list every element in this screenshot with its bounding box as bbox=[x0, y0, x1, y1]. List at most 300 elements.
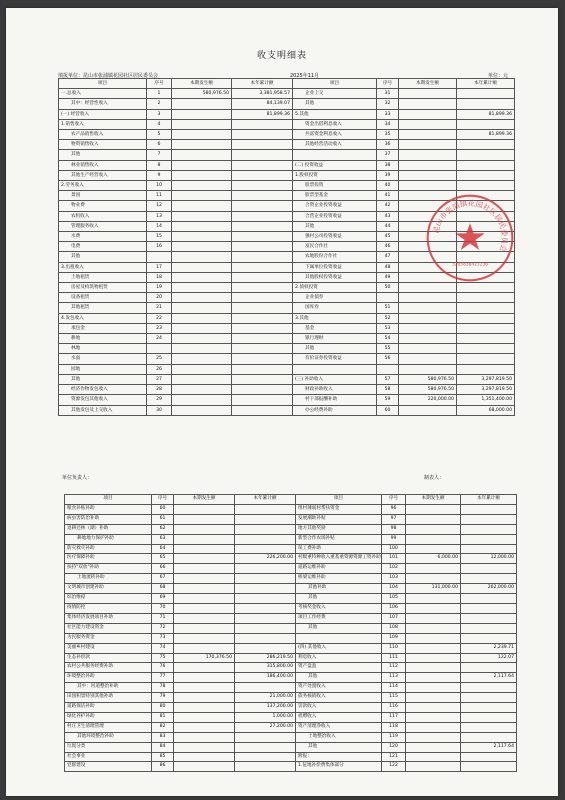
cell-item-right: 股票投资 bbox=[293, 181, 377, 191]
table-row bbox=[65, 564, 517, 574]
cell-year-amount bbox=[235, 742, 296, 752]
cell-seq: 72 bbox=[152, 623, 174, 633]
cell-year-amount bbox=[232, 211, 293, 221]
cell-period-amount-right bbox=[399, 334, 457, 344]
cell-seq: 9 bbox=[147, 170, 172, 180]
cell-year-amount-right: 2,117.64 bbox=[461, 673, 517, 683]
cell-seq-right: 55 bbox=[377, 344, 399, 354]
cell-period-amount-right bbox=[399, 405, 457, 415]
cell-seq bbox=[147, 344, 172, 354]
cell-item-right: 罚款收入 bbox=[296, 703, 382, 713]
cell-item-right: 捐赠收入 bbox=[296, 712, 382, 722]
cell-item-right: 其他 bbox=[296, 742, 382, 752]
cell-item: 粮食补贴补助 bbox=[65, 504, 152, 514]
cell-period-amount: 580,976.50 bbox=[172, 89, 232, 99]
cell-item-right: 土地整治收入 bbox=[296, 732, 382, 742]
cell-item: 林地 bbox=[59, 344, 147, 354]
cell-seq-right: 48 bbox=[377, 262, 399, 272]
cell-item-right: 财政补助收入 bbox=[293, 385, 377, 395]
cell-year-amount: 84,139.07 bbox=[232, 99, 293, 109]
cell-period-amount-right bbox=[406, 613, 461, 623]
cell-seq: 63 bbox=[152, 534, 174, 544]
cell-item-right: 其他补助 bbox=[296, 584, 382, 594]
cell-year-amount bbox=[235, 613, 296, 623]
cell-item-right: 资产盘盈 bbox=[296, 663, 382, 673]
cell-period-amount bbox=[172, 344, 232, 354]
cell-year-amount bbox=[235, 732, 296, 742]
cell-seq-right: 99 bbox=[382, 534, 406, 544]
cell-period-amount bbox=[174, 613, 235, 623]
cell-period-amount bbox=[174, 584, 235, 594]
cell-period-amount bbox=[172, 303, 232, 313]
cell-period-amount bbox=[172, 130, 232, 140]
cell-item-right: 其他 bbox=[296, 594, 382, 604]
cell-seq-right: 111 bbox=[382, 653, 406, 663]
cell-period-amount bbox=[174, 712, 235, 722]
cell-year-amount bbox=[232, 201, 293, 211]
cell-year-amount-right: 3,297,819.50 bbox=[457, 374, 515, 384]
cell-item: 退耕还林（湖）补助 bbox=[65, 524, 152, 534]
cell-year-amount-right bbox=[457, 283, 515, 293]
table-row bbox=[65, 703, 517, 713]
cell-seq: 10 bbox=[147, 181, 172, 191]
cell-seq-right: 60 bbox=[377, 405, 399, 415]
cell-period-amount-right bbox=[406, 594, 461, 604]
cell-item-right: 其他 bbox=[296, 673, 382, 683]
cell-item: 文明城市创建补助 bbox=[65, 584, 152, 594]
cell-seq: 62 bbox=[152, 524, 174, 534]
official-seal bbox=[424, 192, 516, 284]
table-row bbox=[59, 89, 515, 99]
cell-year-amount bbox=[235, 584, 296, 594]
cell-period-amount bbox=[172, 293, 232, 303]
cell-seq-right: 52 bbox=[377, 313, 399, 323]
cell-year-amount-right bbox=[461, 752, 517, 762]
cell-seq-right: 98 bbox=[382, 524, 406, 534]
cell-year-amount bbox=[235, 603, 296, 613]
cell-item-right: 银行理财 bbox=[293, 334, 377, 344]
cell-seq: 11 bbox=[147, 191, 172, 201]
cell-item: 园地 bbox=[59, 364, 147, 374]
cell-period-amount-right bbox=[399, 283, 457, 293]
cell-period-amount-right bbox=[399, 89, 457, 99]
cell-period-amount-right bbox=[406, 574, 461, 584]
cell-year-amount-right bbox=[461, 703, 517, 713]
cell-item-right bbox=[293, 364, 377, 374]
cell-period-amount bbox=[172, 160, 232, 170]
cell-year-amount bbox=[232, 170, 293, 180]
cell-year-amount bbox=[232, 150, 293, 160]
cell-period-amount-right bbox=[406, 534, 461, 544]
cell-item: 医疗保障补助 bbox=[65, 554, 152, 564]
cell-year-amount: 3,381,958.57 bbox=[232, 89, 293, 99]
cell-period-amount bbox=[174, 762, 235, 772]
cell-period-amount bbox=[172, 232, 232, 242]
header-seq: 序号 bbox=[152, 495, 174, 505]
cell-year-amount bbox=[232, 140, 293, 150]
cell-year-amount-right bbox=[461, 712, 517, 722]
cell-period-amount bbox=[172, 119, 232, 129]
cell-period-amount-right bbox=[406, 524, 461, 534]
cell-year-amount bbox=[235, 524, 296, 534]
cell-period-amount-right bbox=[406, 504, 461, 514]
cell-seq-right: 96 bbox=[382, 504, 406, 514]
cell-year-amount bbox=[232, 405, 293, 415]
header-period-amount-right: 本期发生额 bbox=[399, 79, 457, 89]
cell-seq: 29 bbox=[147, 395, 172, 405]
cell-year-amount bbox=[232, 181, 293, 191]
cell-item: 疫情防控 bbox=[65, 603, 152, 613]
cell-item-right: 误工费补助 bbox=[296, 544, 382, 554]
header-year-amount: 本年累计额 bbox=[235, 495, 296, 505]
cell-seq-right: 38 bbox=[377, 160, 399, 170]
cell-year-amount-right bbox=[461, 762, 517, 772]
cell-period-amount-right bbox=[406, 693, 461, 703]
cell-seq: 83 bbox=[152, 732, 174, 742]
table-row bbox=[65, 603, 517, 613]
cell-period-amount-right bbox=[406, 732, 461, 742]
table-row bbox=[65, 693, 517, 703]
table-row bbox=[59, 374, 515, 384]
cell-period-amount-right bbox=[406, 643, 461, 653]
cell-year-amount-right bbox=[457, 323, 515, 333]
cell-year-amount-right bbox=[461, 574, 517, 584]
cell-seq-right: 103 bbox=[382, 574, 406, 584]
cell-item-right: 5.其他 bbox=[293, 109, 377, 119]
cell-period-amount-right bbox=[399, 181, 457, 191]
cell-seq-right: 41 bbox=[377, 191, 399, 201]
cell-item-right: 合营企业投资收益 bbox=[293, 211, 377, 221]
cell-item: 土地租赁 bbox=[59, 272, 147, 282]
header-year-amount: 本年累计额 bbox=[232, 79, 293, 89]
cell-seq-right: 36 bbox=[377, 140, 399, 150]
cell-period-amount-right bbox=[399, 344, 457, 354]
cell-item-right: 资金出借利息收入 bbox=[293, 119, 377, 129]
cell-period-amount-right bbox=[399, 109, 457, 119]
cell-seq-right: 47 bbox=[377, 252, 399, 262]
cell-item: 1.销售收入 bbox=[59, 119, 147, 129]
report-period: 2025年11月 bbox=[290, 73, 320, 79]
table-row bbox=[59, 395, 515, 405]
cell-year-amount-right bbox=[457, 313, 515, 323]
cell-period-amount bbox=[172, 405, 232, 415]
cell-period-amount bbox=[174, 663, 235, 673]
cell-item-right: (三) 补助收入 bbox=[293, 374, 377, 384]
cell-seq: 69 bbox=[152, 594, 174, 604]
cell-year-amount-right bbox=[461, 693, 517, 703]
income-table-bottom bbox=[64, 494, 517, 772]
cell-item: 其中：经营性收入 bbox=[59, 99, 147, 109]
header-seq-right: 序号 bbox=[382, 495, 406, 505]
cell-period-amount-right: 580,976.50 bbox=[399, 385, 457, 395]
cell-year-amount bbox=[235, 574, 296, 584]
cell-item-right: 组村薄弱村帮扶资金 bbox=[296, 504, 382, 514]
cell-year-amount bbox=[232, 374, 293, 384]
cell-year-amount bbox=[232, 323, 293, 333]
cell-period-amount bbox=[172, 242, 232, 252]
cell-year-amount bbox=[232, 232, 293, 242]
cell-period-amount bbox=[174, 554, 235, 564]
cell-seq-right: 112 bbox=[382, 663, 406, 673]
cell-period-amount-right bbox=[406, 712, 461, 722]
cell-item-right: 2.债权投资 bbox=[293, 283, 377, 293]
cell-seq: 70 bbox=[152, 603, 174, 613]
cell-period-amount bbox=[172, 109, 232, 119]
cell-period-amount-right bbox=[399, 170, 457, 180]
cell-seq: 21 bbox=[147, 303, 172, 313]
cell-year-amount-right bbox=[461, 633, 517, 643]
header-period-amount: 本期发生额 bbox=[174, 495, 235, 505]
cell-period-amount-right bbox=[406, 623, 461, 633]
table-row bbox=[59, 334, 515, 344]
cell-seq-right: 108 bbox=[382, 623, 406, 633]
cell-item: 房屋及构筑物租赁 bbox=[59, 283, 147, 293]
cell-item-right: 地方其他奖励 bbox=[296, 524, 382, 534]
cell-seq: 28 bbox=[147, 385, 172, 395]
cell-seq: 67 bbox=[152, 574, 174, 584]
cell-seq: 2 bbox=[147, 99, 172, 109]
cell-item: 党群建设 bbox=[65, 762, 152, 772]
cell-seq-right: 115 bbox=[382, 693, 406, 703]
cell-seq: 66 bbox=[152, 564, 174, 574]
cell-year-amount bbox=[232, 252, 293, 262]
cell-item-right: 富民合作社 bbox=[293, 242, 377, 252]
cell-period-amount-right bbox=[406, 633, 461, 643]
cell-item: 其他 bbox=[59, 252, 147, 262]
table-row bbox=[65, 574, 517, 584]
table-row bbox=[59, 99, 515, 109]
cell-item-right: 其他 bbox=[293, 344, 377, 354]
cell-period-amount-right bbox=[406, 673, 461, 683]
cell-year-amount-right bbox=[461, 623, 517, 633]
cell-period-amount bbox=[172, 191, 232, 201]
table-row bbox=[59, 364, 515, 374]
cell-item: 其他 bbox=[59, 150, 147, 160]
cell-period-amount bbox=[172, 374, 232, 384]
cell-year-amount-right bbox=[461, 524, 517, 534]
cell-item: 社会事业 bbox=[65, 752, 152, 762]
cell-item: 物业费 bbox=[59, 201, 147, 211]
cell-year-amount: 286,219.50 bbox=[235, 653, 296, 663]
cell-year-amount bbox=[232, 344, 293, 354]
cell-item-right: 基金 bbox=[293, 323, 377, 333]
cell-seq-right: 113 bbox=[382, 673, 406, 683]
table-row bbox=[65, 613, 517, 623]
table-row bbox=[65, 643, 517, 653]
cell-item: 2.劳务收入 bbox=[59, 181, 147, 191]
cell-seq-right: 54 bbox=[377, 334, 399, 344]
cell-seq: 71 bbox=[152, 613, 174, 623]
cell-item-right: (四) 其他收入 bbox=[296, 643, 382, 653]
cell-seq: 13 bbox=[147, 211, 172, 221]
table-row bbox=[65, 504, 517, 514]
cell-year-amount-right: 12,000.00 bbox=[461, 554, 517, 564]
cell-period-amount-right: 220,000.00 bbox=[399, 395, 457, 405]
cell-period-amount-right bbox=[399, 99, 457, 109]
cell-year-amount-right: 2,239.71 bbox=[461, 643, 517, 653]
table-row bbox=[59, 119, 515, 129]
cell-period-amount-right bbox=[406, 742, 461, 752]
cell-year-amount bbox=[232, 364, 293, 374]
cell-item: 土地流转补助 bbox=[65, 574, 152, 584]
cell-seq-right: 104 bbox=[382, 584, 406, 594]
cell-year-amount bbox=[235, 594, 296, 604]
table-row bbox=[65, 633, 517, 643]
cell-seq-right: 120 bbox=[382, 742, 406, 752]
cell-item-right: 企业上交 bbox=[293, 89, 377, 99]
cell-seq: 18 bbox=[147, 272, 172, 282]
cell-seq-right bbox=[377, 293, 399, 303]
cell-item: 其他环境整治补助 bbox=[65, 732, 152, 742]
cell-item-right: 办公经费补助 bbox=[293, 405, 377, 415]
cell-year-amount: 81,899.36 bbox=[232, 109, 293, 119]
cell-year-amount-right bbox=[457, 170, 515, 180]
cell-item: 集体经济发展项目补助 bbox=[65, 613, 152, 623]
cell-year-amount: 1,000.00 bbox=[235, 712, 296, 722]
cell-period-amount-right bbox=[406, 703, 461, 713]
document-page bbox=[6, 8, 558, 796]
cell-period-amount bbox=[174, 594, 235, 604]
cell-seq-right: 58 bbox=[377, 385, 399, 395]
cell-year-amount-right bbox=[457, 293, 515, 303]
cell-period-amount bbox=[174, 603, 235, 613]
cell-period-amount bbox=[172, 140, 232, 150]
table-row bbox=[65, 594, 517, 604]
header-seq: 序号 bbox=[147, 79, 172, 89]
cell-seq-right: 49 bbox=[377, 272, 399, 282]
cell-seq: 80 bbox=[152, 703, 174, 713]
cell-seq bbox=[147, 252, 172, 262]
cell-item-right: 附报： bbox=[296, 752, 382, 762]
table-row bbox=[65, 752, 517, 762]
cell-period-amount-right bbox=[399, 313, 457, 323]
cell-year-amount-right bbox=[457, 181, 515, 191]
cell-item-right: 村级重特种收入重基重资源资源工资补助 bbox=[296, 554, 382, 564]
svg-text:3205830423236: 3205830423236 bbox=[452, 262, 488, 268]
header-item: 项目 bbox=[59, 79, 147, 89]
cell-item-right bbox=[293, 150, 377, 160]
cell-seq: 64 bbox=[152, 544, 174, 554]
cell-year-amount-right bbox=[461, 663, 517, 673]
cell-seq-right bbox=[377, 364, 399, 374]
cell-item: 物资销售收入 bbox=[59, 140, 147, 150]
cell-period-amount-right bbox=[399, 364, 457, 374]
cell-period-amount bbox=[172, 99, 232, 109]
cell-year-amount-right bbox=[461, 594, 517, 604]
cell-seq: 81 bbox=[152, 712, 174, 722]
cell-year-amount bbox=[232, 191, 293, 201]
cell-item-right: 桥梁运维补助 bbox=[296, 574, 382, 584]
cell-item: 电费 bbox=[59, 242, 147, 252]
cell-item-right: 有价证券投资收益 bbox=[293, 354, 377, 364]
cell-seq: 17 bbox=[147, 262, 172, 272]
cell-period-amount-right bbox=[399, 354, 457, 364]
cell-seq-right: 109 bbox=[382, 633, 406, 643]
cell-item: 病虫害防治补助 bbox=[65, 514, 152, 524]
cell-seq: 78 bbox=[152, 683, 174, 693]
cell-year-amount-right bbox=[461, 564, 517, 574]
cell-period-amount bbox=[174, 722, 235, 732]
cell-item-right: 3.其他 bbox=[293, 313, 377, 323]
cell-period-amount-right bbox=[399, 130, 457, 140]
cell-item: 其他发包及上交收入 bbox=[59, 405, 147, 415]
cell-period-amount bbox=[172, 272, 232, 282]
cell-period-amount bbox=[172, 150, 232, 160]
cell-year-amount-right bbox=[461, 603, 517, 613]
table-row bbox=[59, 109, 515, 119]
table-row bbox=[59, 160, 515, 170]
cell-period-amount-right bbox=[406, 752, 461, 762]
cell-period-amount bbox=[172, 221, 232, 231]
cell-year-amount: 27,200.00 bbox=[235, 722, 296, 732]
cell-seq: 22 bbox=[147, 313, 172, 323]
table-row bbox=[59, 170, 515, 180]
cell-period-amount bbox=[174, 534, 235, 544]
table-row bbox=[65, 732, 517, 742]
cell-item: 综治维稳 bbox=[65, 594, 152, 604]
svg-text:昆山市张浦镇花园社区居民委员会: 昆山市张浦镇花园社区居民委员会 bbox=[431, 198, 510, 254]
cell-period-amount bbox=[174, 564, 235, 574]
cell-item-right bbox=[296, 633, 382, 643]
cell-period-amount bbox=[172, 262, 232, 272]
cell-period-amount-right bbox=[406, 663, 461, 673]
cell-seq: 25 bbox=[147, 354, 172, 364]
cell-year-amount-right bbox=[457, 344, 515, 354]
cell-year-amount bbox=[232, 385, 293, 395]
header-year-amount-right: 本年累计额 bbox=[457, 79, 515, 89]
cell-item-right: 债务核销收入 bbox=[296, 693, 382, 703]
cell-seq: 27 bbox=[147, 374, 172, 384]
cell-item: 经济作物发包收入 bbox=[59, 385, 147, 395]
cell-period-amount-right bbox=[406, 564, 461, 574]
cell-item-right: 农地股份合作社 bbox=[293, 252, 377, 262]
cell-seq-right: 34 bbox=[377, 119, 399, 129]
cell-item-right: 强村公司投资收益 bbox=[293, 232, 377, 242]
cell-seq-right: 32 bbox=[377, 99, 399, 109]
cell-seq: 12 bbox=[147, 201, 172, 211]
table-row bbox=[65, 762, 517, 772]
cell-seq: 84 bbox=[152, 742, 174, 752]
cell-year-amount-right: 1,351,400.00 bbox=[457, 395, 515, 405]
cell-seq-right: 100 bbox=[382, 544, 406, 554]
cell-item-right: 国库券 bbox=[293, 303, 377, 313]
cell-year-amount: 137,200.00 bbox=[235, 703, 296, 713]
cell-year-amount-right: 2,117.64 bbox=[461, 742, 517, 752]
cell-seq: 4 bbox=[147, 119, 172, 129]
table-row bbox=[59, 140, 515, 150]
cell-item: 其他生产经营收入 bbox=[59, 170, 147, 180]
cell-year-amount-right bbox=[461, 722, 517, 732]
cell-seq: 14 bbox=[147, 221, 172, 231]
header-item: 项目 bbox=[65, 495, 152, 505]
table-row bbox=[59, 181, 515, 191]
document-title: 收支明细表 bbox=[256, 51, 307, 61]
cell-period-amount-right bbox=[406, 762, 461, 772]
table-row bbox=[59, 354, 515, 364]
cell-period-amount bbox=[172, 283, 232, 293]
cell-year-amount-right bbox=[461, 534, 517, 544]
cell-period-amount bbox=[174, 623, 235, 633]
cell-period-amount bbox=[172, 395, 232, 405]
cell-seq: 6 bbox=[147, 140, 172, 150]
cell-seq: 5 bbox=[147, 130, 172, 140]
cell-year-amount bbox=[232, 283, 293, 293]
cell-seq-right: 50 bbox=[377, 283, 399, 293]
cell-seq: 65 bbox=[152, 554, 174, 564]
cell-item: 绿化养护补助 bbox=[65, 712, 152, 722]
cell-year-amount bbox=[235, 633, 296, 643]
cell-item: 其他租赁 bbox=[59, 303, 147, 313]
